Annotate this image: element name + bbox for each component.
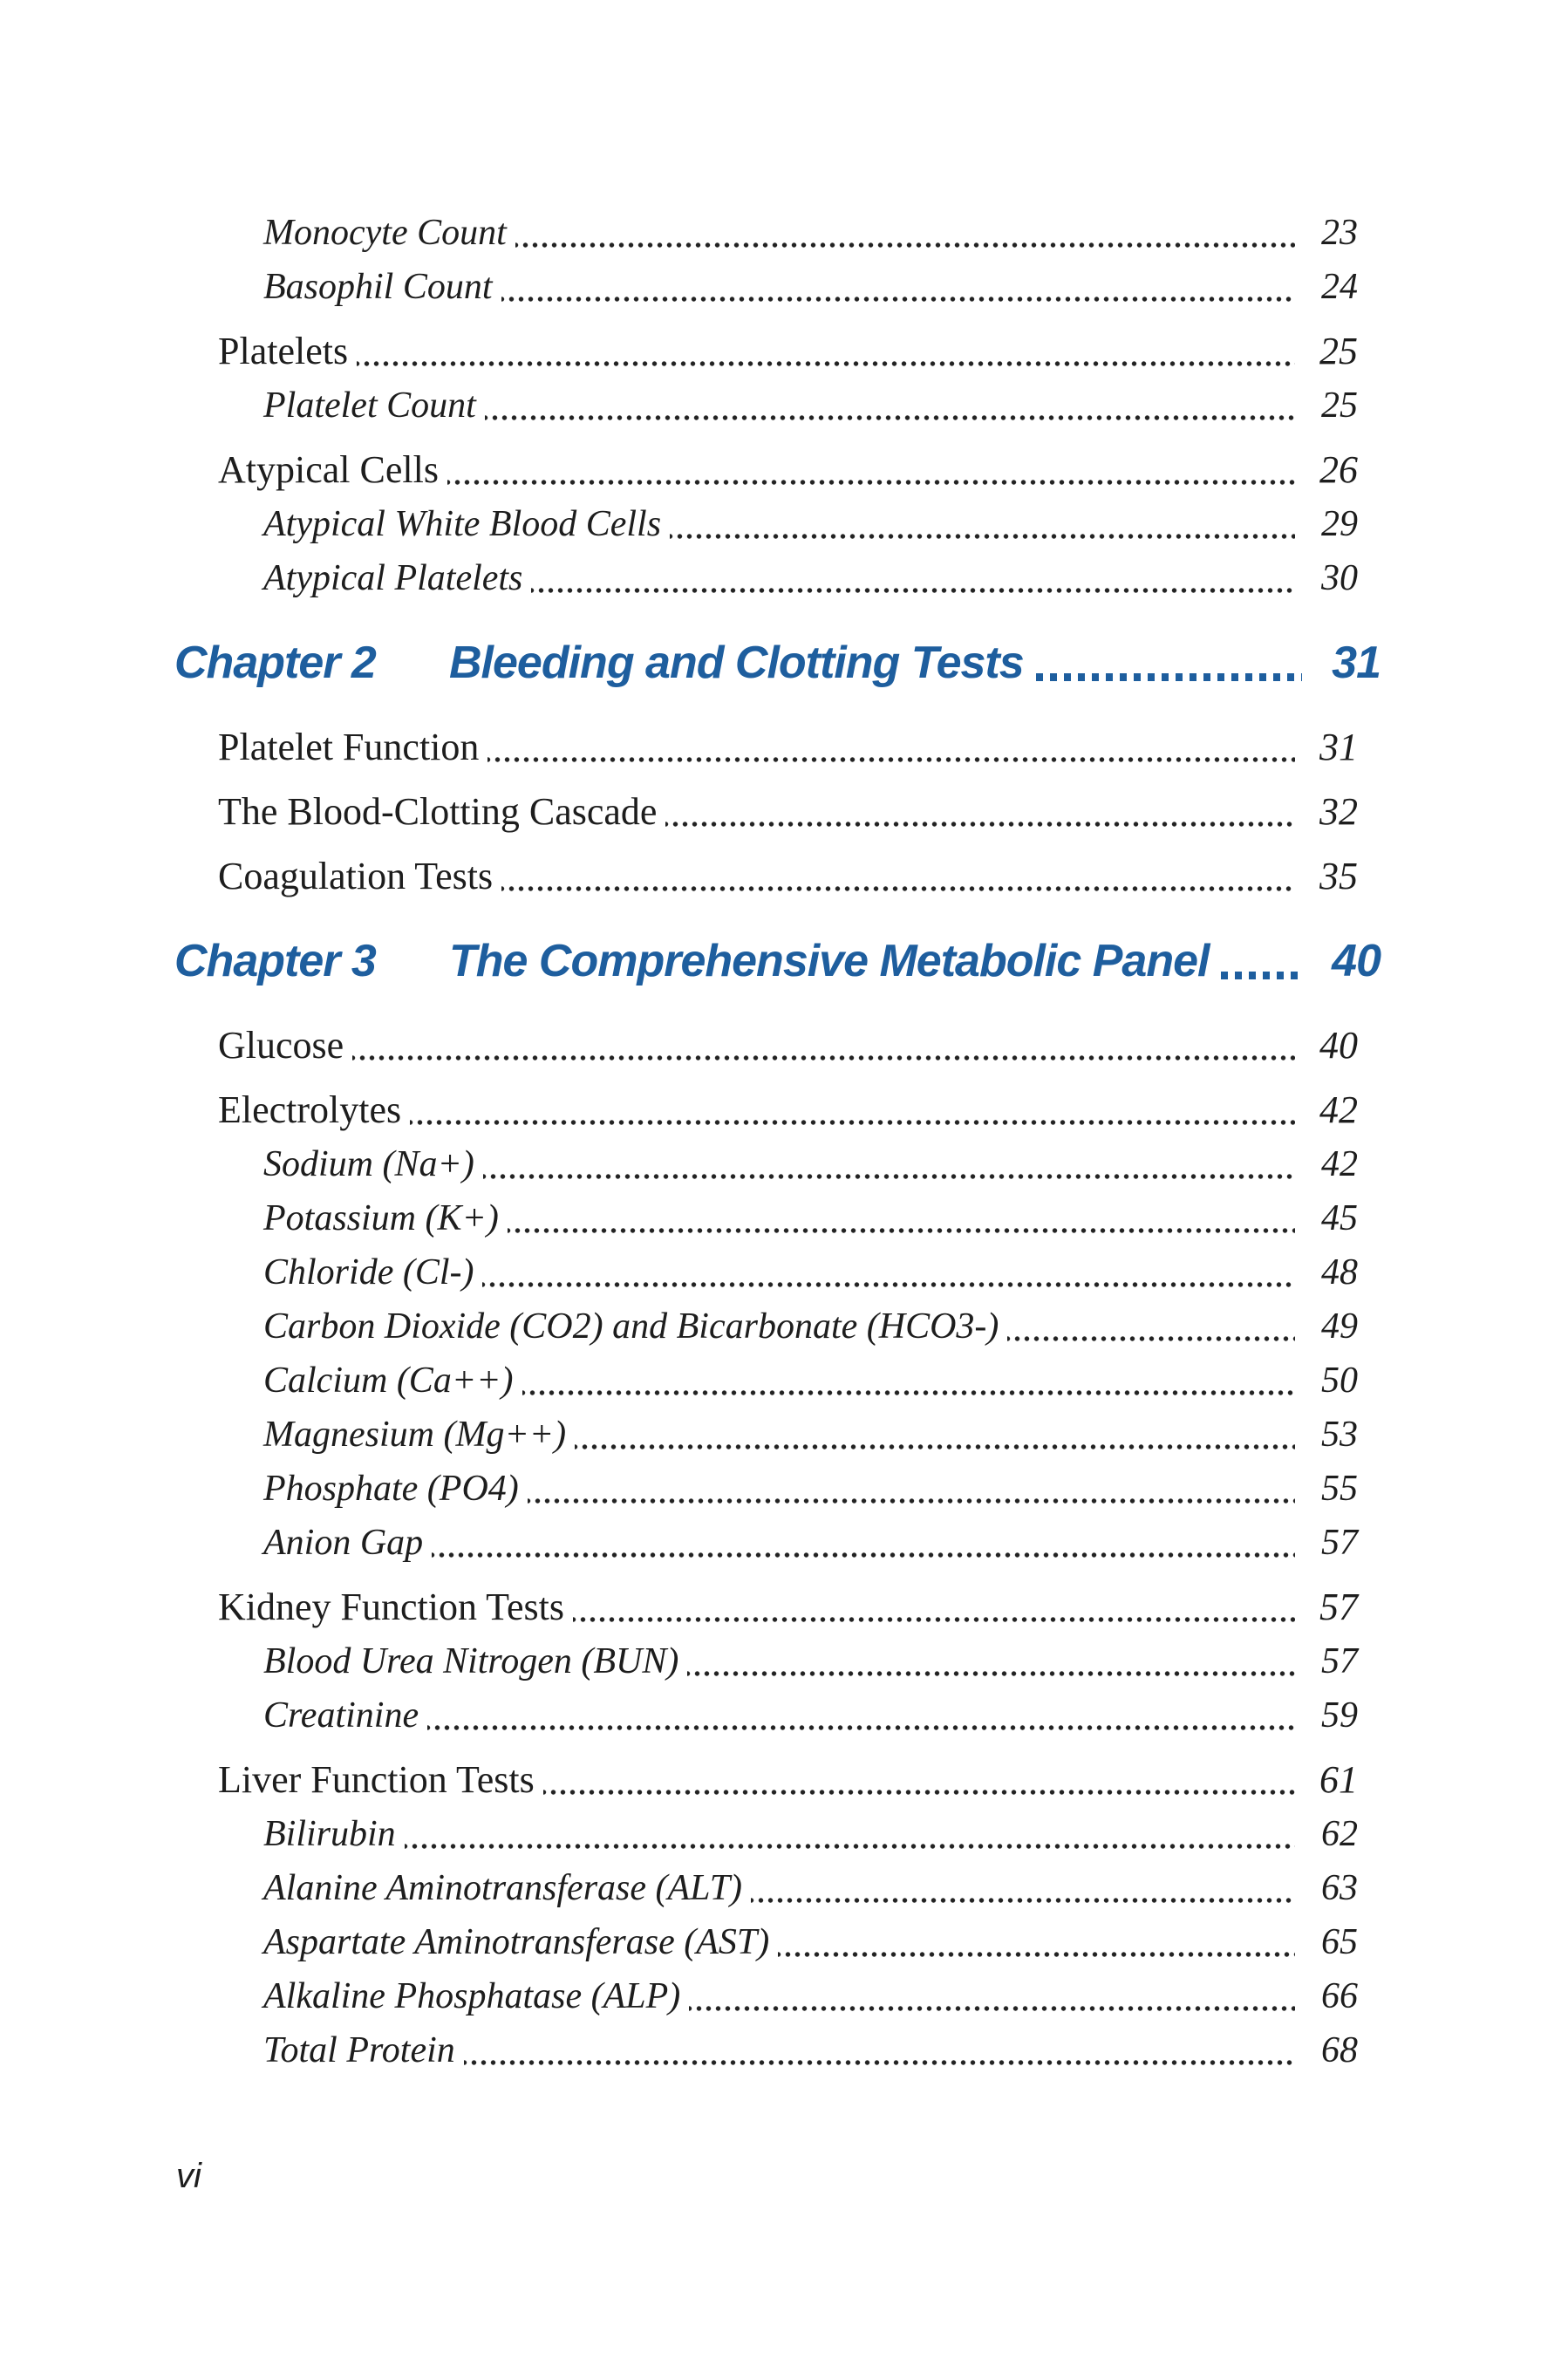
page-number: 40 [1319,1024,1358,1067]
toc-entry-label: Atypical Cells [218,448,439,491]
leader-dots [352,1019,1295,1073]
toc-entry-label: Blood Urea Nitrogen (BUN) [263,1641,679,1681]
toc-entry-label: Kidney Function Tests [218,1586,564,1628]
page-number: 31 [1332,638,1381,688]
page-number: 30 [1321,558,1358,598]
leader-dots [432,1516,1295,1570]
leader-dots [483,1137,1295,1191]
toc-entry-row [174,1580,1381,1634]
page-number: 45 [1321,1198,1358,1238]
toc-entry-row [174,324,1381,379]
toc-entry-label: The Blood-Clotting Cascade [218,790,658,833]
page-number: 53 [1321,1415,1358,1455]
toc-entry-row [174,551,1381,605]
leader-dots [543,1753,1295,1807]
toc-entry-row [174,849,1381,904]
toc-entry-label: Alkaline Phosphatase (ALP) [263,1976,681,2016]
toc-chapter-row [174,616,1381,710]
leader-dots [670,497,1295,551]
toc-entry-row [174,785,1381,839]
page-footer-number: vi [176,2157,201,2195]
page-number: 57 [1319,1586,1358,1628]
toc-entry-row [174,1807,1381,1861]
page-number: 42 [1321,1144,1358,1184]
page-number: 55 [1321,1469,1358,1509]
toc-entry-label: Platelet Function [218,726,480,768]
chapter-number-label: Chapter 3 [174,936,376,986]
toc-entry-row [174,1354,1381,1408]
page-number: 61 [1319,1758,1358,1801]
toc-chapter-row [174,914,1381,1008]
toc-entry-row [174,1137,1381,1191]
page-number: 31 [1319,726,1358,768]
page-number: 57 [1321,1523,1358,1563]
leader-dots [575,1408,1295,1462]
page-number: 66 [1321,1976,1358,2016]
page-number: 40 [1332,936,1381,986]
toc-entry-row [174,206,1381,260]
page-number: 24 [1321,267,1358,307]
leader-dots [447,443,1295,497]
leader-dots [531,551,1295,605]
leader-dots [487,720,1295,774]
toc-entry-label: Atypical White Blood Cells [263,504,662,544]
toc-entry-label: Aspartate Aminotransferase (AST) [263,1922,770,1962]
toc-entry-row [174,1753,1381,1807]
page-number: 59 [1321,1695,1358,1736]
page-number: 35 [1319,855,1358,897]
table-of-contents [174,206,1381,2077]
page-number: 68 [1321,2030,1358,2070]
leader-dots [405,1807,1295,1861]
leader-dots [485,379,1295,433]
page-number: 25 [1321,385,1358,426]
leader-dots [528,1462,1295,1516]
leader-dots [665,785,1295,839]
chapter-title-label: Bleeding and Clotting Tests [449,638,1024,688]
toc-entry-label: Calcium (Ca++) [263,1361,514,1401]
toc-entry-label: Bilirubin [263,1814,396,1854]
leader-dots [1036,616,1302,710]
leader-dots [501,260,1295,314]
chapter-number-label: Chapter 2 [174,638,376,688]
page-number: 57 [1321,1641,1358,1681]
toc-entry-row [174,1516,1381,1570]
page-number: 62 [1321,1814,1358,1854]
toc-entry-label: Carbon Dioxide (CO2) and Bicarbonate (HCO3-) [263,1306,999,1347]
leader-dots [689,1969,1295,2023]
toc-entry-label: Liver Function Tests [218,1758,535,1801]
leader-dots [410,1083,1295,1137]
page-number: 65 [1321,1922,1358,1962]
toc-entry-row [174,1462,1381,1516]
toc-entry-label: Glucose [218,1024,344,1067]
toc-entry-row [174,1083,1381,1137]
page-number: 29 [1321,504,1358,544]
toc-entry-label: Creatinine [263,1695,419,1736]
toc-entry-row [174,260,1381,314]
toc-entry-row [174,443,1381,497]
toc-entry-label: Total Protein [263,2030,455,2070]
leader-dots [515,206,1295,260]
toc-entry-label: Basophil Count [263,267,493,307]
toc-entry-row [174,1969,1381,2023]
page-number: 23 [1321,213,1358,253]
toc-entry-label: Coagulation Tests [218,855,494,897]
leader-dots [751,1861,1295,1915]
leader-dots [464,2023,1295,2077]
toc-entry-label: Monocyte Count [263,213,507,253]
toc-entry-row [174,1019,1381,1073]
toc-entry-row [174,1299,1381,1354]
toc-entry-label: Chloride (Cl-) [263,1252,474,1292]
toc-entry-label: Anion Gap [263,1523,424,1563]
chapter-title-label: The Comprehensive Metabolic Panel [449,936,1210,986]
toc-entry-row [174,1688,1381,1743]
toc-entry-row [174,497,1381,551]
toc-entry-label: Electrolytes [218,1088,402,1131]
leader-dots [687,1634,1295,1688]
toc-entry-label: Magnesium (Mg++) [263,1415,567,1455]
page-number: 26 [1319,448,1358,491]
toc-entry-label: Potassium (K+) [263,1198,499,1238]
leader-dots [522,1354,1296,1408]
toc-entry-row [174,2023,1381,2077]
toc-entry-row [174,1634,1381,1688]
leader-dots [357,324,1295,379]
toc-entry-row [174,379,1381,433]
toc-entry-row [174,720,1381,774]
toc-entry-label: Phosphate (PO4) [263,1469,519,1509]
page-number: 50 [1321,1361,1358,1401]
page-number: 49 [1321,1306,1358,1347]
leader-dots [501,849,1295,904]
toc-entry-label: Alanine Aminotransferase (ALT) [263,1868,743,1908]
toc-entry-row [174,1861,1381,1915]
toc-entry-label: Sodium (Na+) [263,1144,474,1184]
page-number: 42 [1319,1088,1358,1131]
toc-entry-row [174,1191,1381,1245]
toc-entry-label: Atypical Platelets [263,558,523,598]
toc-entry-label: Platelet Count [263,385,476,426]
leader-dots [778,1915,1295,1969]
page-number: 48 [1321,1252,1358,1292]
page-number: 63 [1321,1868,1358,1908]
leader-dots [508,1191,1295,1245]
leader-dots [1221,914,1302,1008]
toc-entry-row [174,1915,1381,1969]
page-number: 32 [1319,790,1358,833]
leader-dots [1007,1299,1295,1354]
page-number: 25 [1319,330,1358,372]
toc-entry-label: Platelets [218,330,349,372]
toc-entry-row [174,1408,1381,1462]
toc-entry-row [174,1245,1381,1299]
leader-dots [482,1245,1295,1299]
leader-dots [427,1688,1295,1743]
leader-dots [573,1580,1295,1634]
